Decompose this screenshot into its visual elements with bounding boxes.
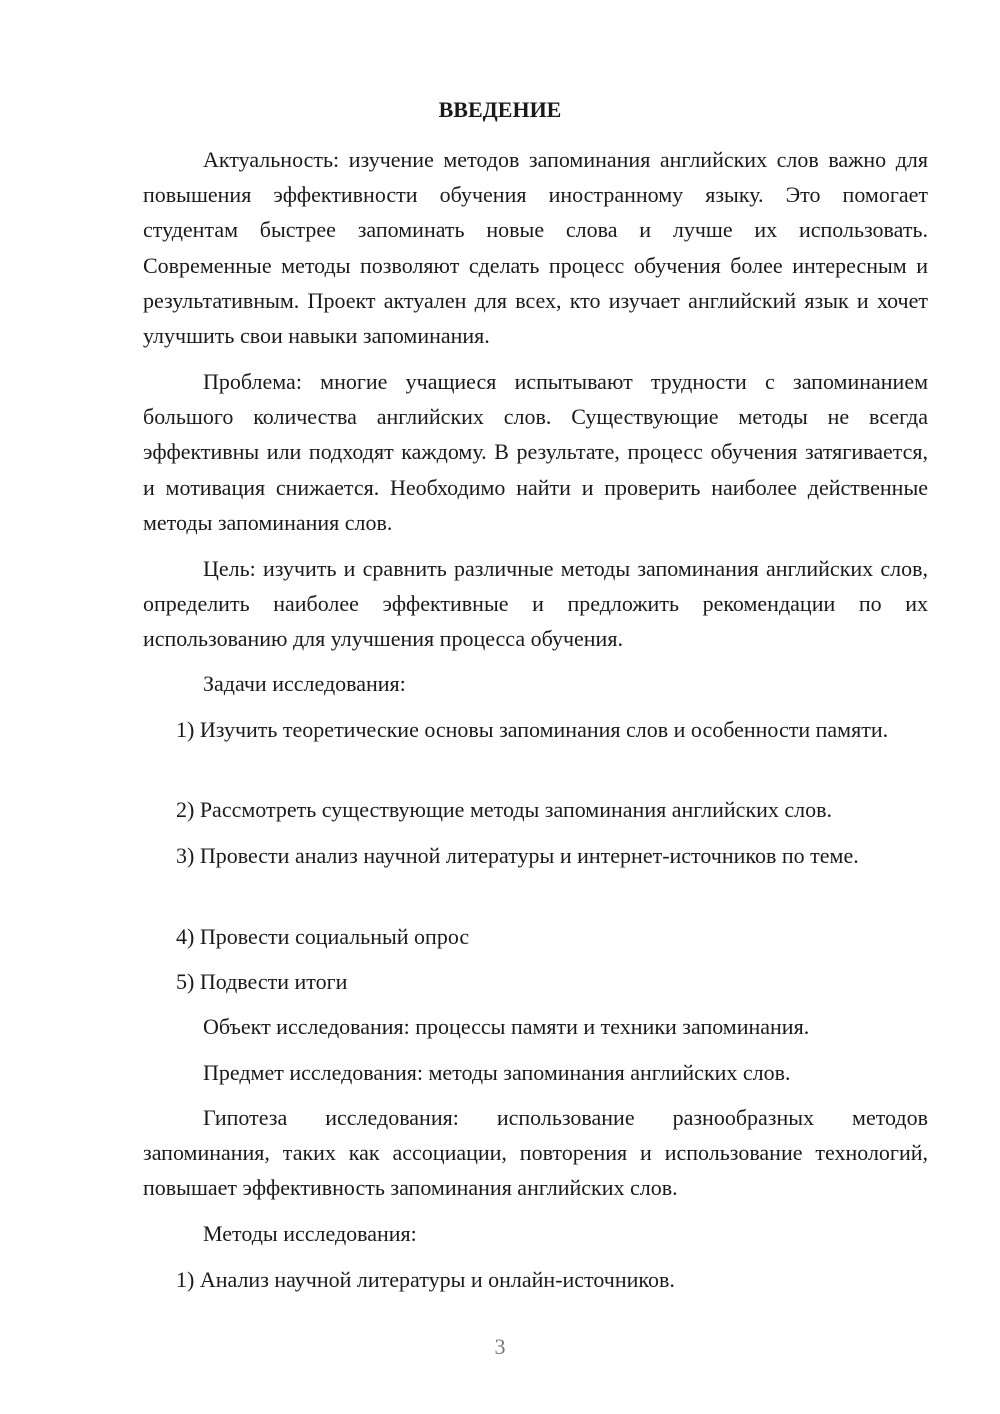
hypothesis-paragraph: Гипотеза исследования: использование разнообразных методов запоминания, таких как ассоциации, повторения и использование технологий, повышает эффективность запоминания английских слов.: [143, 1105, 928, 1201]
page-title: ВВЕДЕНИЕ: [438, 97, 562, 122]
object-paragraph: Объект исследования: процессы памяти и техники запоминания.: [203, 1014, 810, 1039]
relevance-paragraph: Актуальность: изучение методов запоминания английских слов важно для повышения эффективности обучения иностранному языку. Это помогает студентам быстрее запоминать новые слова и лучше их использовать. Современные методы позволяют сделать процесс обучения более интересным и результативным. Проект актуален для всех, кто изучает английский язык и хочет улучшить свои навыки запоминания.: [143, 147, 928, 349]
tasks-heading: Задачи исследования:: [203, 671, 406, 696]
task-item-3: 3) Провести анализ научной литературы и интернет-источников по теме.: [176, 843, 859, 868]
page-number: 3: [494, 1334, 506, 1359]
task-item-4: 4) Провести социальный опрос: [176, 924, 470, 949]
problem-paragraph: Проблема: многие учащиеся испытывают трудности с запоминанием большого количества английских слов. Существующие методы не всегда эффективны или подходят каждому. В результате, процесс обучения затягивается, и мотивация снижается. Необходимо найти и проверить наиболее действенные методы запоминания слов.: [143, 369, 928, 535]
goal-paragraph: Цель: изучить и сравнить различные методы запоминания английских слов, определить наиболее эффективные и предложить рекомендации по их использованию для улучшения процесса обучения.: [143, 556, 928, 652]
task-item-2: 2) Рассмотреть существующие методы запоминания английских слов.: [176, 797, 833, 822]
task-item-1: 1) Изучить теоретические основы запоминания слов и особенности памяти.: [176, 717, 889, 742]
method-item-1: 1) Анализ научной литературы и онлайн-источников.: [176, 1267, 675, 1292]
subject-paragraph: Предмет исследования: методы запоминания английских слов.: [203, 1060, 791, 1085]
methods-heading: Методы исследования:: [203, 1221, 417, 1246]
task-item-5: 5) Подвести итоги: [176, 969, 348, 994]
